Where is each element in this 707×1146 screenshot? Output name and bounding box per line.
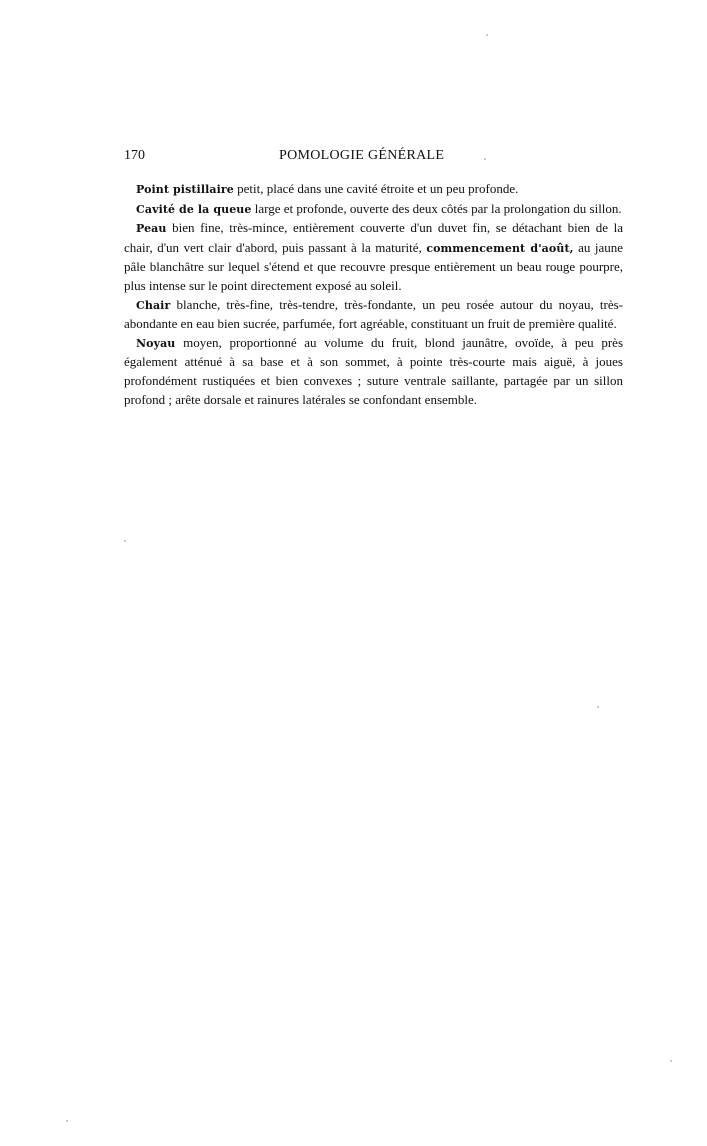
- paper-speck: [66, 1120, 68, 1122]
- paragraph-peau: [124, 219, 623, 295]
- term-point-pistillaire: Point pistillaire: [136, 183, 234, 196]
- paragraph-text: petit, placé dans une cavité étroite et un peu profonde.: [233, 181, 519, 196]
- paragraph-text: moyen, proportionné au volume du fruit, blond jaunâtre, ovoïde, à peu près également atténué à sa base et à son sommet, à pointe très-courte mais aiguë, à joues profondément rustiquées et bien convexes ; suture ventrale saillante, partagée par un sillon profond ; arête dorsale et rainures latérales se confondant ensemble.: [124, 334, 623, 407]
- paper-speck: [124, 540, 126, 542]
- paragraph-text: au jaune pâle blanchâtre sur lequel s'étend et que recouvre presque entièrement un beau rouge pourpre, plus intense sur le point directement exposé au soleil.: [124, 239, 624, 293]
- paragraph-point-pistillaire: [124, 180, 623, 200]
- paragraph-text: blanche, très-fine, très-tendre, très-fondante, un peu rosée autour du noyau, très-abondante en eau bien sucrée, parfumée, fort agréable, constituant un fruit de première qualité.: [124, 296, 623, 332]
- paper-speck: [597, 706, 599, 708]
- term-peau: Peau: [136, 222, 167, 236]
- page-number: 170: [124, 148, 145, 163]
- paragraph-text: large et profonde, ouverte des deux côtés par la prolongation du sillon.: [251, 200, 622, 216]
- page-header: [124, 148, 623, 168]
- paragraph-chair: [124, 296, 623, 334]
- term-noyau: Noyau: [136, 336, 176, 350]
- body-text: [124, 180, 623, 409]
- running-title: POMOLOGIE GÉNÉRALE: [279, 148, 445, 163]
- paragraph-cavite-queue: [124, 200, 623, 220]
- paper-speck: [670, 1060, 672, 1062]
- paper-speck: [484, 158, 486, 160]
- paragraph-text-before: bien fine, très-mince, entièrement couverte d'un duvet fin, se détachant bien de la chair, d'un vert clair d'abord, puis passant à la maturité,: [124, 220, 623, 255]
- term-chair: Chair: [136, 298, 171, 312]
- term-cavite-queue: Cavité de la queue: [136, 202, 252, 216]
- term-commencement-aout: commencement d'août,: [426, 241, 574, 255]
- paragraph-noyau: [124, 334, 623, 409]
- paper-speck: [486, 34, 488, 36]
